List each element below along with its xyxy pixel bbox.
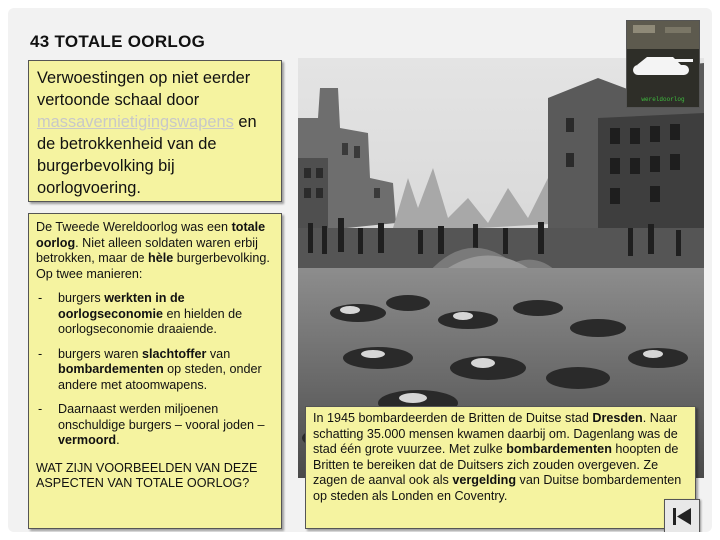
text-run-bold: werkten in de oorlogseconomie: [58, 291, 185, 321]
text-run-bold: totale oorlog: [36, 220, 266, 250]
bullet-text: [58, 402, 274, 449]
slide: [8, 8, 712, 532]
text-run: en hielden de oorlogseconomie draaiende.: [58, 306, 243, 336]
tank-icon: [627, 21, 699, 107]
bullet-text: [58, 347, 274, 394]
text-run: .: [116, 433, 120, 447]
page-title: 43 TOTALE OORLOG: [30, 32, 206, 51]
bullet-dash: -: [38, 291, 43, 305]
text-run: . Niet alleen soldaten waren erbij betrokken, maar de: [36, 235, 258, 265]
definition-box: [28, 60, 282, 202]
text-run: hoopten de Britten te bereiken dat de Duitsers zich zouden overgeven. Ze zagen de aanval ook als: [313, 442, 679, 487]
list-item: [36, 291, 274, 338]
text-run: . Naar schatting 35.000 mensen kwamen daarbij om. Dagenlang was de stad één grote vuurzee. Met zulke: [313, 411, 678, 456]
text-run-bold: vermoord: [58, 433, 117, 447]
text-run-bold: bombardementen: [58, 362, 164, 376]
ww2-thumbnail-link[interactable]: [626, 20, 700, 108]
text-run: In 1945 bombardeerden de Britten de Duitse stad: [313, 411, 593, 425]
first-slide-button[interactable]: [664, 499, 700, 532]
text-run: burgerbevolking. Op twee manieren:: [36, 251, 270, 281]
wmd-link[interactable]: massavernietigingswapens: [37, 113, 234, 131]
list-item: [36, 347, 274, 394]
skip-to-start-icon: [665, 500, 699, 532]
bullet-dash: -: [38, 346, 43, 361]
thumbnail-label: wereldoorlog: [641, 96, 685, 103]
text-run: De Tweede Wereldoorlog was een: [36, 220, 232, 234]
text-run: van Duitse bombardementen op steden als Londen en Coventry.: [313, 473, 682, 503]
text-run: Daarnaast werden miljoenen onschuldige burgers – vooral joden –: [58, 402, 265, 432]
text-run-bold: Dresden: [592, 411, 643, 425]
intro-paragraph: [36, 220, 274, 282]
bullet-dash: -: [38, 402, 43, 416]
dresden-paragraph: [313, 411, 688, 504]
text-run-bold: slachtoffer: [142, 346, 207, 361]
bullet-text: [58, 291, 274, 338]
text-run-bold: hèle: [148, 251, 174, 265]
text-run: van: [206, 346, 231, 361]
text-run: burgers waren: [58, 346, 142, 361]
text-run: op steden, onder andere met atoomwapens.: [58, 362, 262, 392]
dresden-caption-box: [305, 406, 696, 529]
definition-text-end: en de betrokkenheid van de burgerbevolking bij oorlogvoering.: [37, 113, 257, 197]
text-run: burgers: [58, 291, 105, 305]
list-item: [36, 402, 274, 449]
text-run-bold: vergelding: [452, 473, 517, 487]
definition-text-start: Verwoestingen op niet eerder vertoonde schaal door: [37, 69, 251, 109]
explanation-box: [28, 213, 282, 529]
question-text: WAT ZIJN VOORBEELDEN VAN DEZE ASPECTEN VAN TOTALE OORLOG?: [36, 460, 258, 490]
text-run-bold: bombardementen: [506, 442, 612, 456]
